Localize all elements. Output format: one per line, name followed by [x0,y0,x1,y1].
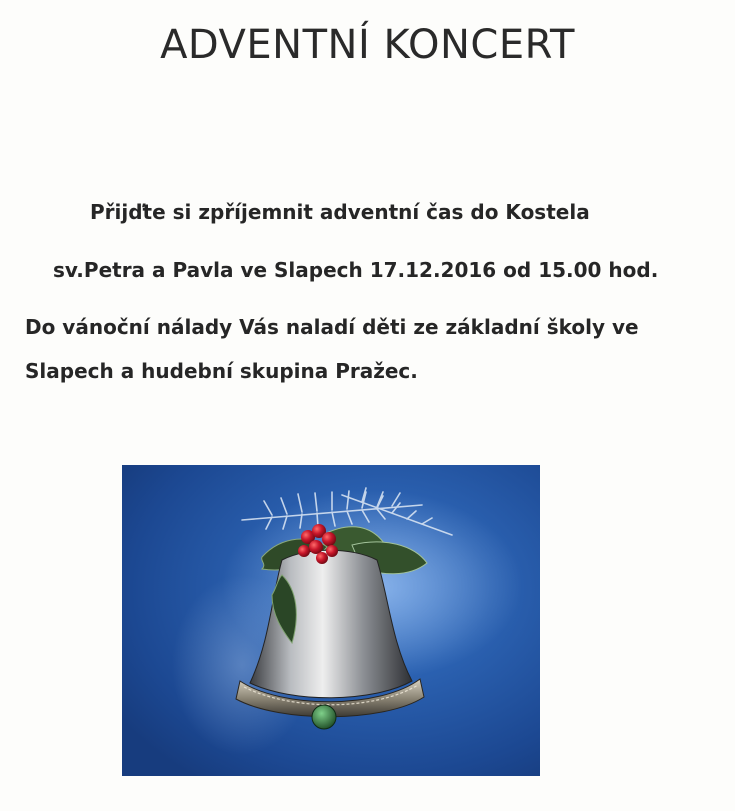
text-line-4: Slapech a hudební skupina Pražec. [25,359,418,383]
page-title: ADVENTNÍ KONCERT [160,22,575,68]
text-line-1: Přijďte si zpříjemnit adventní čas do Kostela [90,200,590,224]
text-line-3: Do vánoční nálady Vás naladí děti ze základní školy ve [25,315,639,339]
text-line-2: sv.Petra a Pavla ve Slapech 17.12.2016 od 15.00 hod. [53,258,659,282]
christmas-bell-image [122,465,540,776]
